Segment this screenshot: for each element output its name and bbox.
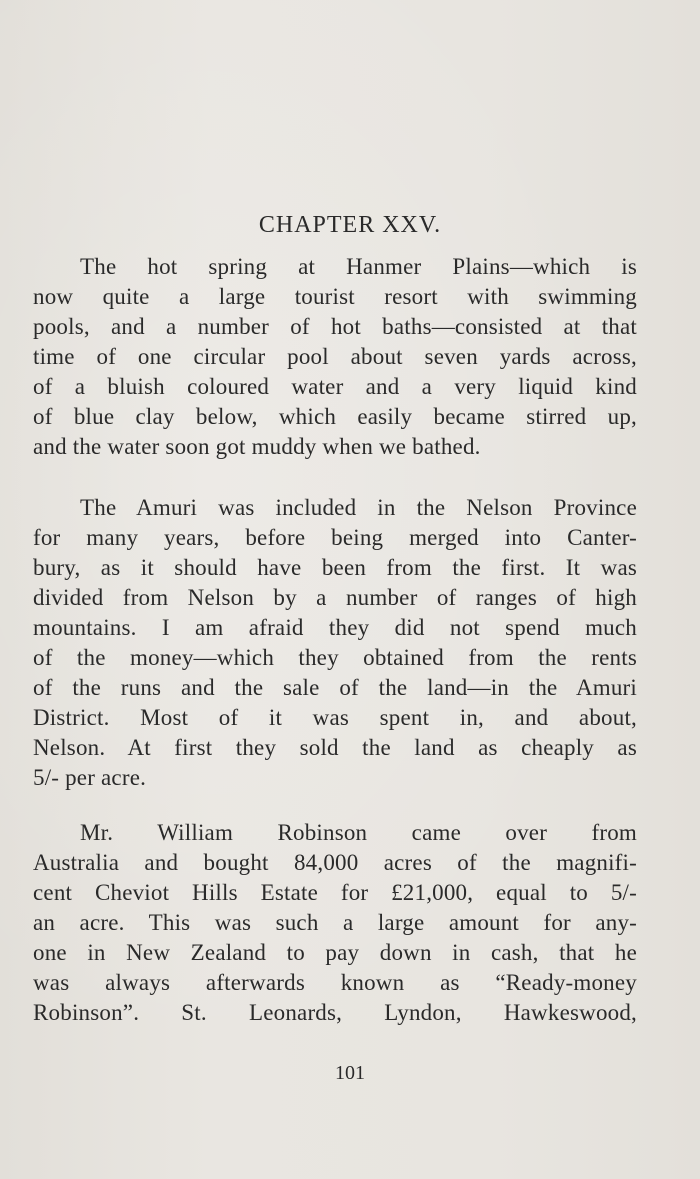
paragraph-1-line-5: of a bluish coloured water and a very liquid kind bbox=[33, 374, 637, 399]
paragraph-3-line-6: was always afterwards known as “Ready-money bbox=[33, 970, 637, 995]
paragraph-2-line-10: 5/- per acre. bbox=[33, 765, 147, 790]
paragraph-2-line-7: of the runs and the sale of the land—in the Amuri bbox=[33, 675, 637, 700]
page-number: 101 bbox=[335, 1062, 365, 1084]
paragraph-2-line-8: District. Most of it was spent in, and about, bbox=[33, 705, 637, 730]
paragraph-3-line-7: Robinson”. St. Leonards, Lyndon, Hawkeswood, bbox=[33, 1000, 637, 1025]
paragraph-1-line-2: now quite a large tourist resort with swimming bbox=[33, 284, 637, 309]
paragraph-2-line-5: mountains. I am afraid they did not spend much bbox=[33, 615, 637, 640]
paragraph-3-line-3: cent Cheviot Hills Estate for £21,000, equal to 5/- bbox=[33, 880, 637, 905]
paragraph-2-line-2: for many years, before being merged into Canter- bbox=[33, 525, 637, 550]
paragraph-2-line-6: of the money—which they obtained from the rents bbox=[33, 645, 637, 670]
chapter-title: CHAPTER XXV. bbox=[258, 212, 442, 238]
paragraph-3-line-2: Australia and bought 84,000 acres of the magnifi- bbox=[33, 850, 637, 875]
paragraph-3-line-4: an acre. This was such a large amount for any- bbox=[33, 910, 637, 935]
paragraph-2-line-9: Nelson. At first they sold the land as cheaply as bbox=[33, 735, 637, 760]
paragraph-1-line-4: time of one circular pool about seven yards across, bbox=[33, 344, 637, 369]
paragraph-2-line-4: divided from Nelson by a number of ranges of high bbox=[33, 585, 637, 610]
paragraph-1-line-3: pools, and a number of hot baths—consisted at that bbox=[33, 314, 637, 339]
paragraph-2-line-1: The Amuri was included in the Nelson Province bbox=[80, 495, 637, 520]
paragraph-3-line-1: Mr. William Robinson came over from bbox=[80, 820, 637, 845]
paragraph-1-line-1: The hot spring at Hanmer Plains—which is bbox=[80, 254, 637, 279]
paragraph-2-line-3: bury, as it should have been from the first. It was bbox=[33, 555, 637, 580]
paragraph-3-line-5: one in New Zealand to pay down in cash, that he bbox=[33, 940, 637, 965]
paragraph-1-line-6: of blue clay below, which easily became stirred up, bbox=[33, 404, 637, 429]
paragraph-1-line-7: and the water soon got muddy when we bathed. bbox=[33, 434, 481, 459]
